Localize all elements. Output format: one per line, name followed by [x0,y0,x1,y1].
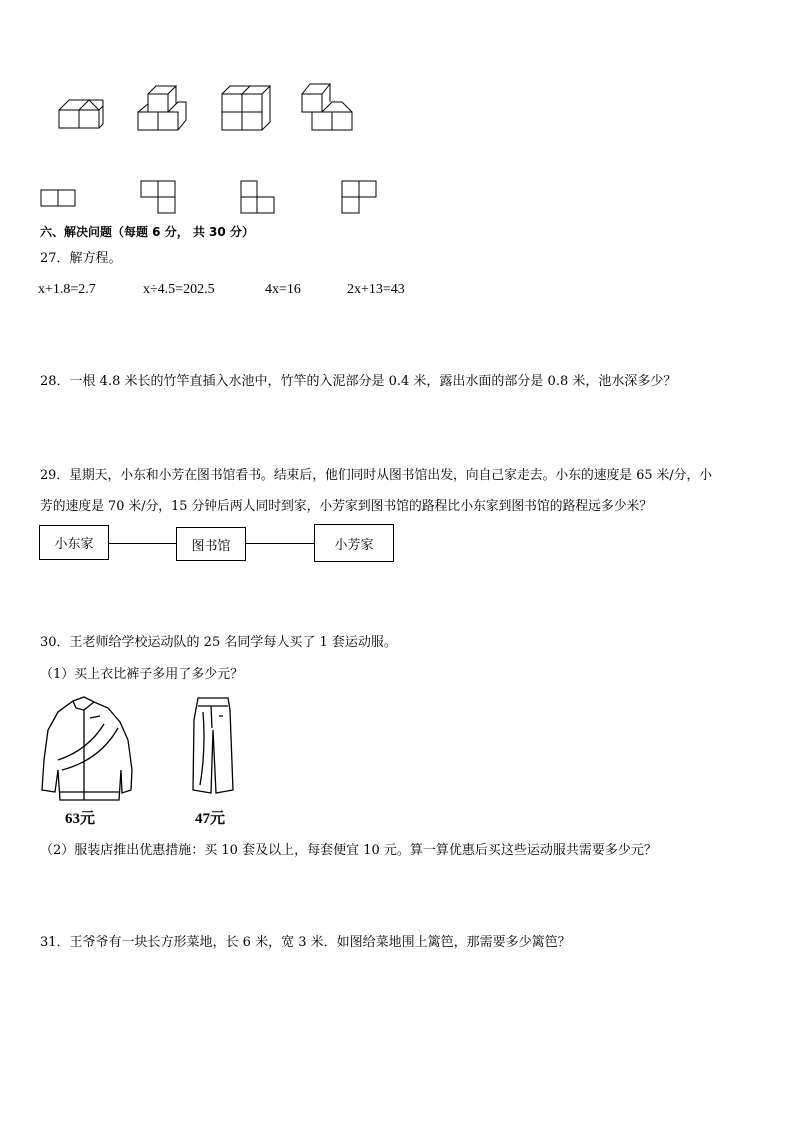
q28-text: 28．一根 4.8 米长的竹竿直插入水池中，竹竿的入泥部分是 0.4 米，露出水面的部分是 0.8 米，池水深多少？ [40,374,677,389]
q30-sub1: （1）买上衣比裤子多用了多少元？ [40,667,244,682]
path-line-right [246,543,314,544]
q29-line-2: 芳的速度是 70 米/分，15 分钟后两人同时到家，小芳家到图书馆的路程比小东家到图书馆的路程远多少米？ [40,499,653,514]
library-box [176,527,246,561]
xiaofang-home-box [314,524,394,562]
q27-text: 27．解方程。 [40,251,122,266]
q30-sub2: （2）服装店推出优惠措施：买 10 套及以上，每套便宜 10 元。算一算优惠后买这些运动服共需要多少元？ [40,843,657,858]
q30-text: 30．王老师给学校运动队的 25 名同学每人买了 1 套运动服。 [40,635,397,650]
q29-line-1: 29．星期天，小东和小芳在图书馆看书。结束后，他们同时从图书馆出发，向自己家走去。小东的速度是 65 米/分，小 [40,468,713,483]
q31-text: 31．王爷爷有一块长方形菜地，长 6 米，宽 3 米．如图给菜地围上篱笆，那需要多少篱笆？ [40,935,571,950]
equation-4: 2x+13=43 [347,282,405,297]
section-six-heading: 六、解决问题（每题 6 分， 共 30 分） [40,225,254,239]
equation-2: x÷4.5=202.5 [143,282,215,297]
pants-price: 47元 [195,811,226,827]
equation-3: 4x=16 [265,282,301,297]
xiaodong-home-box [39,525,109,560]
library-label: 图书馆 [191,538,231,554]
path-line-left [109,543,176,544]
equation-1: x+1.8=2.7 [38,282,96,297]
jacket-price: 63元 [65,811,96,827]
xiaodong-home-label: 小东家 [54,537,94,552]
xiaofang-home-label: 小芳家 [334,537,374,553]
